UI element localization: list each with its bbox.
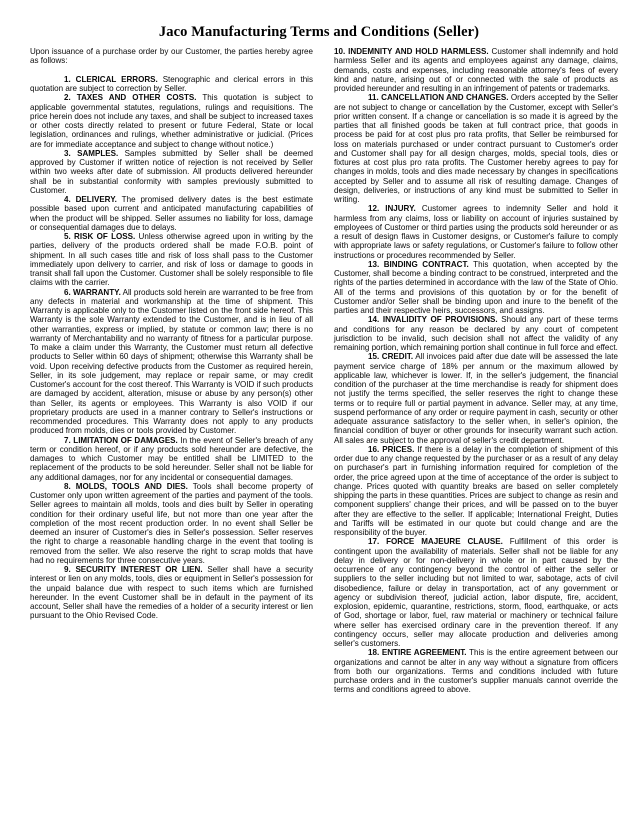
clause-body: Fulfillment of this order is contingent upon the availability of materials. Seller shall not be liable for any delay in delivery or for non-delivery in whole or in part caused by the occurrence of any contingency beyond the control of either the seller or suppliers to the seller including but not limited to war, sabotage, acts of civil disobedience, failure or delay in transportation, act of any government or agency or subdivision thereof, judicial action, labor dispute, fire, accident, explosion, epidemic, quarantine, restrictions, storm, flood, earthquake, or acts of God, shortage or labor, fuel, raw material or machinery or technical failure where seller has exercised ordinary care in the prevention thereof. If any contingency occurs, seller may allocate production and deliveries among seller's customers. <box>334 537 618 648</box>
clause-heading: CLERICAL ERRORS. <box>70 74 158 84</box>
clause-heading: TAXES AND OTHER COSTS. <box>70 93 197 103</box>
clause-number: 14. <box>368 315 380 325</box>
right-clause-list <box>334 47 618 695</box>
clause-heading: INDEMNITY AND HOLD HARMLESS. <box>345 47 489 56</box>
clause-body: All products sold herein are warranted to be free from any defects in material and workmanship at the time of shipment. This Warranty is applicable only to the Customer listed on the front side hereof. This Warranty is the sole Warranty extended to the Customer, and is in lieu of all other warranties, express or implied, by statute or common law; there is no warranty of Merchantability and no warranty of fitness for a particular purpose. To make a claim under this Warranty, the Customer must return all defective products to Seller within 60 days of shipment; otherwise this Warranty shall be void. Upon receiving defective products from the Customer as required herein, Seller, in its sole judgement, may replace or repair same, or may credit Customer's account for the cost thereof. This Warranty is VOID if such products are damaged by accident, alteration, misuse or abuse by any person(s) other than Seller, its agents or employees. This Warranty is also VOID if our proprietary products are used in a manner contrary to Seller's instructions or recommended procedures. This Warranty does not apply to any products produced from molds, dies or tools provided by Customer. <box>30 287 313 436</box>
clause-body: Customer agrees to indemnity Seller and hold it harmless from any claims, loss or liability on account of injuries sustained by employees of Customer or third parties using the products sold hereunder or as a result of design flaws in Customer designs, or Customer's failure to comply with appropriate laws or safety regulations, or Customer's failure to follow other instructions or procedures recommended by Seller. <box>334 204 618 260</box>
clause-heading: LIMITATION OF DAMAGES. <box>70 435 178 445</box>
left-column <box>30 47 313 621</box>
clause-heading: CREDIT. <box>379 352 414 362</box>
clause-number: 12. <box>368 204 380 214</box>
clause-heading: SECURITY INTEREST OR LIEN. <box>70 565 203 574</box>
clause-body: This quotation is subject to applicable governmental statutes, regulations, rulings and requisitions. The price herein does not include any taxes, and shall be subject to increased taxes or other costs directly related to present or future Federal, State or local legislation, ordinances and rulings, whether administrative or judicial. (Prices are for immediate acceptance and subject to change without notice.) <box>30 93 313 149</box>
clause-body: In the event of Seller's breach of any term or condition hereof, or if any products sold hereunder are defective, the damages to which Customer may be entitled shall be LIMITED to the replacement of the products to be sold hereunder. Seller shall not be liable for any additional damages, nor for any incidental or consequential damages. <box>30 435 313 482</box>
clause-paragraph <box>30 436 313 482</box>
clause-paragraph <box>334 315 618 352</box>
clause-number: 11. <box>368 93 379 103</box>
clause-paragraph <box>334 537 618 648</box>
clause-body: Tools shall become property of Customer only upon written agreement of the parties and payment of the tools. Seller agrees to maintain all molds, tools and dies built by Seller in operating condition for their ordinary useful life, but not more than one year after the completion of the most recent production order. In no event shall Seller be deemed an insurer of Customer's dies in Seller's possession. Seller reserves the right to charge a reasonable handling charge in the event that tooling is removed from the seller. We also reserve the right to scrap molds that have had no requirements for three consecutive years. <box>30 481 313 565</box>
lead-paragraph: Upon issuance of a purchase order by our Customer, the parties hereby agree as follows: <box>30 47 313 66</box>
clause-paragraph <box>30 195 313 232</box>
clause-paragraph <box>30 565 313 621</box>
clause-number: 13. <box>368 259 380 269</box>
clause-body: This is the entire agreement between our organizations and cannot be alter in any way without a signature from officers from both our organizations. Terms and conditions included with future purchase orders and in the customer's supplier manuals cannot override the terms and conditions agreed to above. <box>334 648 619 695</box>
clause-body: The promised delivery dates is the best estimate possible based upon current and anticipated manufacturing capabilities of when the product will be shipped. Seller assumes no liability for loss, damage or consequential damages due to delays. <box>30 195 314 232</box>
clause-number: 7. <box>64 435 71 445</box>
clause-paragraph <box>334 260 618 316</box>
clause-body: Should any part of these terms and conditions for any reason be declared by any court of competent jurisdiction to be invalid, such decision shall not affect the validity of any remaining portion, which remaining portion shall continue in full force and effect. <box>334 315 618 352</box>
clause-heading: CANCELLATION AND CHANGES. <box>378 93 509 103</box>
clause-heading: INVALIDITY OF PROVISIONS. <box>379 315 498 325</box>
clause-body: This quotation, when accepted by the Customer, shall become a binding contract to be construed, interpreted and the rights of the parties determined in accordance with the law of the State of Ohio. All of the terms and provisions of this quotation by or for the benefit of Customer and/or Seller shall be binding upon and inure to the benefit of the parties and their respective heirs, successors, and assigns. <box>334 259 618 315</box>
clause-number: 15. <box>368 352 380 362</box>
clause-body: Seller shall have a security interest or lien on any molds, tools, dies or equipment in Seller's possession for the unpaid balance due with respect to such items which are furnished hereunder. In the event Customer shall be in default in the payment of its account, Seller shall have the remedies of a holder of a security interest or lien pursuant to the Ohio Revised Code. <box>30 565 313 621</box>
clause-heading: WARRANTY. <box>70 287 121 297</box>
clause-heading: MOLDS, TOOLS AND DIES. <box>70 481 188 491</box>
clause-number: 4. <box>64 195 71 204</box>
page-title: Jaco Manufacturing Terms and Conditions (Seller) <box>158 23 480 40</box>
clause-heading: INJURY. <box>379 204 416 214</box>
clause-paragraph <box>30 149 313 195</box>
clause-number: 17. <box>368 537 380 547</box>
two-column-body <box>0 47 638 807</box>
clause-paragraph <box>334 352 618 445</box>
clause-number: 9. <box>64 565 71 574</box>
clause-body: If there is a delay in the completion of shipment of this order due to any change requested by the purchaser or as a result of any delay on purchaser's part in furnishing information required for completion of the order, the price agreed upon at the time of acceptance of the order is subject to change. Prices quoted with quantity breaks are based on seller completely shipping the parts in these quantities. Prices are subject to change as resin and component suppliers' change their prices, and will be passed on to the buyer after they are effective to the seller. If applicable; International Freight, Duties and Tariffs will be estimated in our quote but could change and are the responsibility of the buyer. <box>334 444 619 537</box>
clause-number: 2. <box>64 93 71 103</box>
clause-heading: BINDING CONTRACT. <box>379 259 469 269</box>
clause-number: 5. <box>64 232 71 241</box>
clause-paragraph <box>30 482 313 565</box>
clause-paragraph <box>30 93 313 149</box>
clause-heading: PRICES. <box>379 444 415 454</box>
clause-body: Samples submitted by Seller shall be deemed approved by Customer if written notice of rejection is not received by Seller within two weeks after date of submission. All products delivered hereunder shall be in substantial conformity with samples previously submitted to Customer. <box>30 148 313 195</box>
clause-paragraph <box>30 288 313 436</box>
clause-number: 1. <box>64 74 71 84</box>
clause-paragraph <box>30 75 313 94</box>
left-clause-list <box>30 75 313 621</box>
clause-body: Customer shall indemnify and hold harmless Seller and its agents and employees against any damage, claims, demands, costs and expenses, including reasonable attorney's fees of every kind and nature, arising out of or connected with the sale of products as provided hereunder and resulting in an infringement of patents or trademarks. <box>334 47 618 93</box>
clause-paragraph <box>334 47 618 93</box>
clause-heading: FORCE MAJEURE CLAUSE. <box>379 537 503 547</box>
clause-heading: RISK OF LOSS. <box>70 232 136 241</box>
clause-number: 8. <box>64 481 71 491</box>
clause-number: 3. <box>64 148 71 158</box>
clause-body: Unless otherwise agreed upon in writing by the parties, delivery of the products ordered shall be made F.O.B. point of shipment. In all such cases title and risk of loss shall pass to the Customer immediately upon delivery to carrier, and risk of loss or damage to goods in transit shall fall upon the Customer. Customer shall be solely responsible to file claims with the carrier. <box>30 232 313 288</box>
clause-number: 18. <box>368 648 380 658</box>
clause-body: All invoices paid after due date will be assessed the late payment service charge of 18% per annum or the maximum allowed by applicable law, whichever is lower. If, in the seller's judgement, the financial condition of the purchaser at the time merchandise is ready for shipment does not justify the terms specified, the seller reserves the right to change these terms or to require full or partial payment in advance. Seller may, at any time, suspend performance of any order or require payment in cash, security or other adequate assurance satisfactory to the seller when, in seller's opinion, the financial condition of buyer or other grounds for insecurity warrant such action. All sales are subject to the approval of seller's credit department. <box>334 352 618 445</box>
clause-paragraph <box>334 93 618 204</box>
clause-paragraph <box>30 232 313 288</box>
clause-body: Orders accepted by the Seller are not subject to change or cancellation by the Customer, except with Seller's prior written consent. If a change or cancellation is so made it is agreed by the parties that all finished goods be taken at full contract price, that goods in process be paid for at cost plus pro rata profits, that Seller be reimbursed for loss on materials purchased or under contract pursuant to Customer's order and Customer shall pay for all design charges, molds, special tools, dies or fixtures at cost plus pro rata profits. The Customer hereby agrees to pay for changes in molds, tools and dies made necessary by changes in specifications accepted by Seller and to assume all risk of resulting damage. Changes of design, deliveries, or instructions of any kind must be submitted to Seller in writing. <box>334 93 618 204</box>
clause-heading: SAMPLES. <box>70 148 119 158</box>
clause-heading: DELIVERY. <box>70 195 117 204</box>
clause-body: Stenographic and clerical errors in this quotation are subject to correction by Seller. <box>30 74 313 93</box>
clause-paragraph <box>334 648 618 694</box>
clause-heading: ENTIRE AGREEMENT. <box>379 648 467 658</box>
clause-number: 10. <box>334 47 346 56</box>
right-column <box>334 47 618 695</box>
clause-number: 6. <box>64 287 71 297</box>
clause-paragraph <box>334 204 618 260</box>
clause-paragraph <box>334 445 618 538</box>
clause-number: 16. <box>368 444 380 454</box>
